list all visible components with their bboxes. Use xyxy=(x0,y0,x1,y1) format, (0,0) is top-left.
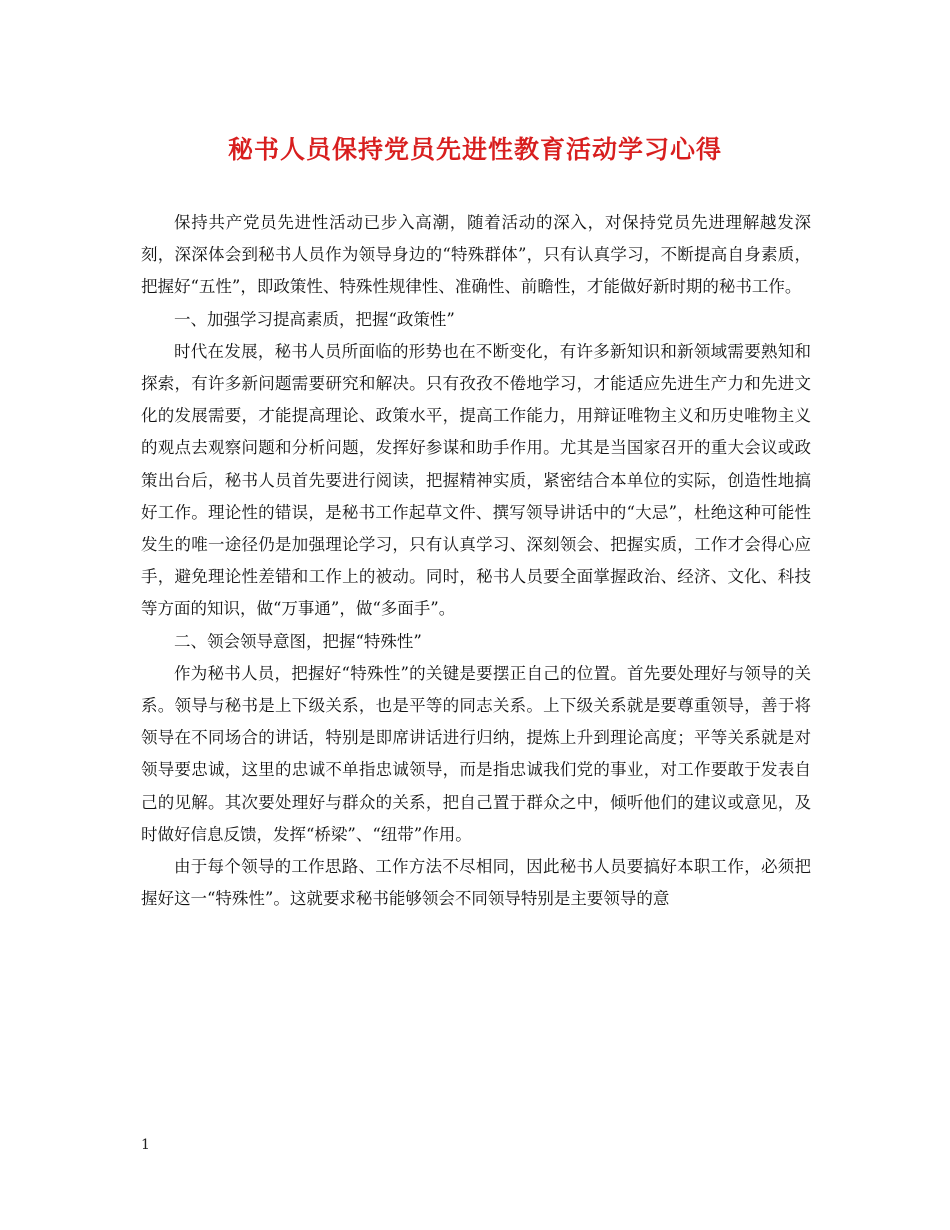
page-number: 1 xyxy=(141,1137,150,1153)
section-1-paragraph: 时代在发展，秘书人员所面临的形势也在不断变化，有许多新知识和新领域需要熟知和探索，有许多新问题需要研究和解决。只有孜孜不倦地学习，才能适应先进生产力和先进文化的发展需要，才能提高理论、政策水平，提高工作能力，用辩证唯物主义和历史唯物主义的观点去观察问题和分析问题，发挥好参谋和助手作用。尤其是当国家召开的重大会议或政策出台后，秘书人员首先要进行阅读，把握精神实质，紧密结合本单位的实际，创造性地搞好工作。理论性的错误，是秘书工作起草文件、撰写领导讲话中的“大忌”，杜绝这种可能性发生的唯一途径仍是加强理论学习，只有认真学习、深刻领会、把握实质，工作才会得心应手，避免理论性差错和工作上的被动。同时，秘书人员要全面掌握政治、经济、文化、科技等方面的知识，做“万事通”，做“多面手”。 xyxy=(141,341,811,619)
document-title: 秘书人员保持党员先进性教育活动学习心得 xyxy=(227,135,722,164)
section-2-paragraph: 作为秘书人员，把握好“特殊性”的关键是要摆正自己的位置。首先要处理好与领导的关系。领导与秘书是上下级关系，也是平等的同志关系。上下级关系就是要尊重领导，善于将领导在不同场合的讲话，特别是即席讲话进行归纳，提炼上升到理论高度；平等关系就是对领导要忠诚，这里的忠诚不单指忠诚领导，而是指忠诚我们党的事业，对工作要敢于发表自己的见解。其次要处理好与群众的关系，把自己置于群众之中，倾听他们的建议或意见，及时做好信息反馈，发挥“桥梁”、“纽带”作用。 xyxy=(141,663,811,844)
section-2-paragraph-continued: 由于每个领导的工作思路、工作方法不尽相同，因此秘书人员要搞好本职工作，必须把握好这一“特殊性”。这就要求秘书能够领会不同领导特别是主要领导的意 xyxy=(141,857,811,909)
section-heading-1: 一、加强学习提高素质，把握“政策性” xyxy=(174,309,455,329)
intro-paragraph: 保持共产党员先进性活动已步入高潮，随着活动的深入，对保持党员先进理解越发深刻，深深体会到秘书人员作为领导身边的“特殊群体”，只有认真学习，不断提高自身素质，把握好“五性”，即政策性、特殊性规律性、准确性、前瞻性，才能做好新时期的秘书工作。 xyxy=(141,213,811,297)
section-heading-2: 二、领会领导意图，把握“特殊性” xyxy=(174,631,422,651)
document-body xyxy=(141,207,811,915)
